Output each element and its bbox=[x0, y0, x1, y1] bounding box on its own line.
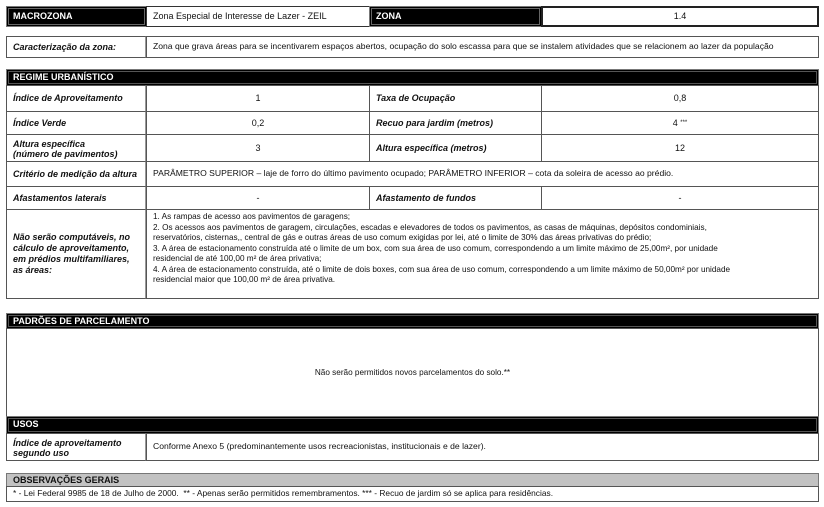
altura-pavimentos-label-line1: Altura específica bbox=[13, 139, 86, 149]
macrozona-label: MACROZONA bbox=[6, 6, 147, 27]
regime-urbanistico-header: REGIME URBANÍSTICO bbox=[6, 69, 819, 86]
usos-indice-label bbox=[6, 433, 147, 461]
indice-verde-label: Índice Verde bbox=[6, 111, 147, 135]
nao-computaveis-label: Não serão computáveis, no cálculo de aproveitamento, em prédios multifamiliares, as áreas: bbox=[6, 209, 147, 299]
altura-pavimentos-label-line2: (número de pavimentos) bbox=[13, 149, 118, 160]
macrozona-value: Zona Especial de Interesse de Lazer - ZEIL bbox=[146, 6, 370, 27]
padroes-parcelamento-header: PADRÕES DE PARCELAMENTO bbox=[6, 313, 819, 329]
criterio-altura-label: Critério de medição da altura bbox=[6, 161, 147, 187]
nao-computaveis-item: 1. As rampas de acesso aos pavimentos de garagens; bbox=[153, 212, 351, 221]
afastamentos-laterais-label: Afastamentos laterais bbox=[6, 186, 147, 210]
recuo-jardim-label: Recuo para jardim (metros) bbox=[369, 111, 542, 135]
observacoes-gerais-header: OBSERVAÇÕES GERAIS bbox=[6, 473, 819, 487]
usos-indice-value: Conforme Anexo 5 (predominantemente usos recreacionistas, institucionais e de lazer). bbox=[146, 433, 819, 461]
observacoes-gerais-text: * - Lei Federal 9985 de 18 de Julho de 2000. ** - Apenas serão permitidos remembramentos. *** - Recuo de jardim só se aplica para residências. bbox=[6, 486, 819, 502]
recuo-jardim-value bbox=[541, 111, 819, 135]
nao-computaveis-item: 2. Os acessos aos pavimentos de garagem, circulações, escadas e elevadores de todos os pavimentos, as casas de máquinas, depósitos condominiais, bbox=[153, 222, 707, 232]
criterio-altura-value: PARÂMETRO SUPERIOR – laje de forro do último pavimento ocupado; PARÂMETRO INFERIOR – cota da soleira de acesso ao prédio. bbox=[146, 161, 819, 187]
nao-computaveis-item: reservatórios, cisternas,, central de gás e outras áreas de uso comum exigidas por lei, até o limite de 30% das áreas privativas do prédio; bbox=[153, 233, 652, 242]
nao-computaveis-item: residencial maior que 100,00 m² de área privativa. bbox=[153, 275, 336, 284]
nao-computaveis-item: 4. A área de estacionamento construída, até o limite de dois boxes, com sua área de uso comum, correspondendo a um limite máximo de 50,00m² por unidade bbox=[153, 264, 731, 274]
indice-aproveitamento-label: Índice de Aproveitamento bbox=[6, 85, 147, 112]
taxa-ocupacao-value: 0,8 bbox=[541, 85, 819, 112]
recuo-jardim-note: *** bbox=[680, 119, 688, 126]
indice-verde-value: 0,2 bbox=[146, 111, 370, 135]
caracterizacao-label: Caracterização da zona: bbox=[6, 36, 147, 58]
afastamento-fundos-label: Afastamento de fundos bbox=[369, 186, 542, 210]
taxa-ocupacao-label: Taxa de Ocupação bbox=[369, 85, 542, 112]
caracterizacao-value: Zona que grava áreas para se incentivarem espaços abertos, ocupação do solo escassa para que se instalem atividades que se relacionem ao lazer da população bbox=[146, 36, 819, 58]
recuo-jardim-number: 4 bbox=[672, 117, 678, 128]
zona-label: ZONA bbox=[369, 6, 542, 27]
zona-value: 1.4 bbox=[541, 6, 819, 27]
indice-aproveitamento-value: 1 bbox=[146, 85, 370, 112]
altura-metros-label: Altura específica (metros) bbox=[369, 134, 542, 162]
altura-metros-value: 12 bbox=[541, 134, 819, 162]
afastamento-fundos-value: - bbox=[541, 186, 819, 210]
usos-indice-label-line1: Índice de aproveitamento bbox=[13, 438, 122, 448]
usos-indice-label-line2: segundo uso bbox=[13, 448, 69, 459]
afastamentos-laterais-value: - bbox=[146, 186, 370, 210]
nao-computaveis-item: residencial de até 100,00 m² de área privativa; bbox=[153, 254, 322, 263]
altura-pavimentos-label bbox=[6, 134, 147, 162]
nao-computaveis-list bbox=[146, 209, 819, 299]
altura-pavimentos-value: 3 bbox=[146, 134, 370, 162]
padroes-parcelamento-text: Não serão permitidos novos parcelamentos do solo.** bbox=[6, 328, 819, 417]
usos-header: USOS bbox=[6, 416, 819, 434]
nao-computaveis-item: 3. A área de estacionamento construída até o limite de um box, com sua área de uso comum, correspondendo a um limite máximo de 25,00m², por unidade bbox=[153, 243, 718, 253]
